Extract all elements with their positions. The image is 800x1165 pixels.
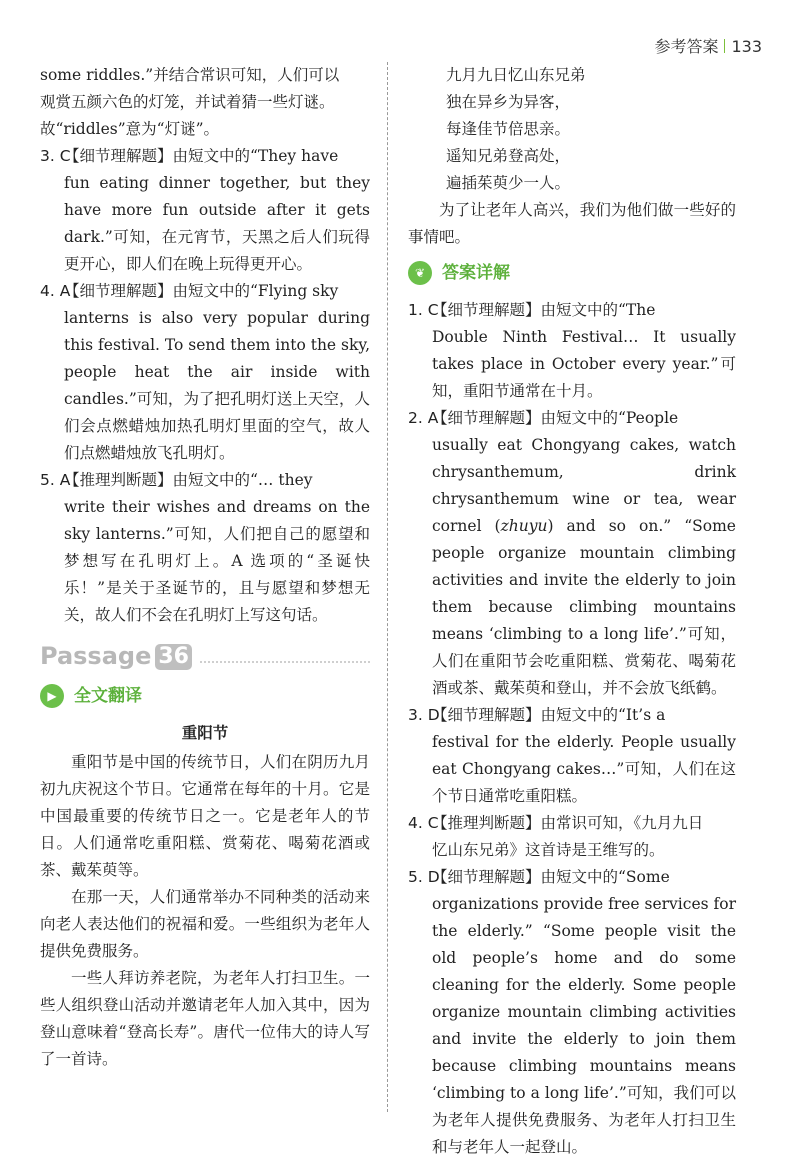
- intro-line: 故“riddles”意为“灯谜”。: [40, 120, 219, 138]
- left-column: [40, 62, 370, 1073]
- translation-paragraph: 重阳节是中国的传统节日，人们在阴历九月初九庆祝这个节日。它通常在每年的十月。它是中国最重要的传统节日之一。它是老年人的节日。人们通常吃重阳糕、赏菊花、喝菊花酒或茶、戴茱萸等。: [40, 753, 370, 879]
- answer-item: [408, 702, 736, 729]
- right-column: [408, 62, 736, 1161]
- answer-first-line: 【推理判断题】由短文中的“… they: [64, 471, 313, 489]
- answer-item: [408, 405, 736, 432]
- answer-number: 4. C: [408, 814, 439, 832]
- answer-number: 1. C: [408, 301, 439, 319]
- closing-paragraph: 为了让老年人高兴，我们为他们做一些好的事情吧。: [408, 201, 736, 246]
- column-divider: [387, 62, 388, 1112]
- poem-title: 九月九日忆山东兄弟: [446, 66, 586, 84]
- answer-explanation: Double Ninth Festival… It usually takes place in October every year.”可知，重阳节通常在十月。: [432, 328, 736, 400]
- play-icon: ▶: [40, 684, 64, 708]
- answer-first-line: 【细节理解题】由短文中的“Flying sky: [64, 282, 339, 300]
- passage-label: Passage: [40, 642, 152, 670]
- header-divider: [724, 39, 725, 53]
- answer-explanation: 忆山东兄弟》这首诗是王维写的。: [432, 841, 665, 859]
- answer-text: usually eat Chongyang cakes, watch chrysanthemum, drink chrysanthemum wine or tea, wear cornel (: [432, 436, 736, 535]
- answer-first-line: 【细节理解题】由短文中的“The: [432, 301, 656, 319]
- leaf-icon: ❦: [408, 261, 432, 285]
- poem: [408, 62, 736, 197]
- section-title: 答案详解: [442, 262, 510, 283]
- answer-number: 3. C: [40, 147, 71, 165]
- answer-explanation: fun eating dinner together, but they have more fun outside after it gets dark.”可知，在元宵节，天黑之后人们玩得更开心，即人们在晚上玩得更开心。: [64, 174, 370, 273]
- section-title: 全文翻译: [74, 685, 142, 706]
- passage-heading: [40, 643, 370, 670]
- page-header: [654, 34, 762, 57]
- passage-number: 36: [155, 644, 192, 670]
- answer-item: [40, 278, 370, 305]
- section-label: 参考答案: [654, 37, 719, 56]
- poem-line: 每逢佳节倍思亲。: [446, 120, 571, 138]
- translation-paragraph: 一些人拜访养老院，为老年人打扫卫生。一些人组织登山活动并邀请老年人加入其中，因为登山意味着“登高长寿”。唐代一位伟大的诗人写了一首诗。: [40, 969, 370, 1068]
- answer-number: 4. A: [40, 282, 71, 300]
- translation-paragraph: 在那一天，人们通常举办不同种类的活动来向老人表达他们的祝福和爱。一些组织为老年人提供免费服务。: [40, 888, 370, 960]
- answer-item: [408, 864, 736, 891]
- answer-text: ) and so on.” “Some people organize mountain climbing activities and invite the elderly to join them because climbing mountains means ‘climbing to a long life’.”可知，人们在重阳节会吃重阳糕、赏菊花、喝菊花酒或茶、戴茱萸和登山，并不会放飞纸鹤。: [432, 517, 736, 697]
- answer-number: 5. A: [40, 471, 71, 489]
- intro-line: some riddles.”并结合常识可知，人们可以: [40, 66, 340, 84]
- answer-item: [40, 143, 370, 170]
- answer-number: 5. D: [408, 868, 440, 886]
- translation-section-heading: [40, 678, 370, 714]
- answer-first-line: 【细节理解题】由短文中的“People: [432, 409, 679, 427]
- answer-first-line: 【细节理解题】由短文中的“They have: [64, 147, 339, 165]
- poem-line: 遥知兄弟登高处，: [446, 147, 571, 165]
- answer-first-line: 【推理判断题】由常识可知，《九月九日: [432, 814, 704, 832]
- translation-title: 重阳节: [181, 724, 229, 742]
- pinyin-word: zhuyu: [500, 517, 548, 535]
- answer-item: [40, 467, 370, 494]
- answer-explanation: [408, 432, 736, 702]
- answer-item: [408, 297, 736, 324]
- answer-explanation: organizations provide free services for the elderly.” “Some people visit the old people’s home and do some cleaning for the elderly. Some people organize mountain climbing activities and invite the elderly to join them because climbing mountains means ‘climbing to a long life’.”可知，我们可以为老年人提供免费服务、为老年人打扫卫生和与老年人一起登山。: [432, 895, 736, 1156]
- answer-number: 3. D: [408, 706, 440, 724]
- dotted-rule: [200, 661, 370, 663]
- answer-item: [408, 810, 736, 837]
- poem-line: 遍插茱萸少一人。: [446, 174, 571, 192]
- poem-line: 独在异乡为异客，: [446, 93, 571, 111]
- answer-first-line: 【细节理解题】由短文中的“It’s a: [432, 706, 666, 724]
- answer-explanation: write their wishes and dreams on the sky lanterns.”可知，人们把自己的愿望和梦想写在孔明灯上。A 选项的“圣诞快乐！”是关于圣诞节的，且与愿望和梦想无关，故人们不会在孔明灯上写这句话。: [64, 498, 370, 624]
- answer-explanation: lanterns is also very popular during this festival. To send them into the sky, people heat the air inside with candles.”可知，为了把孔明灯送上天空，人们会点燃蜡烛加热孔明灯里面的空气，故人们点燃蜡烛放飞孔明灯。: [64, 309, 370, 462]
- intro-line: 观赏五颜六色的灯笼，并试着猜一些灯谜。: [40, 93, 335, 111]
- answer-first-line: 【细节理解题】由短文中的“Some: [432, 868, 670, 886]
- page-number: 133: [731, 37, 762, 56]
- answers-section-heading: [408, 255, 736, 291]
- answer-number: 2. A: [408, 409, 439, 427]
- answer-explanation: festival for the elderly. People usually eat Chongyang cakes…”可知，人们在这个节日通常吃重阳糕。: [432, 733, 736, 805]
